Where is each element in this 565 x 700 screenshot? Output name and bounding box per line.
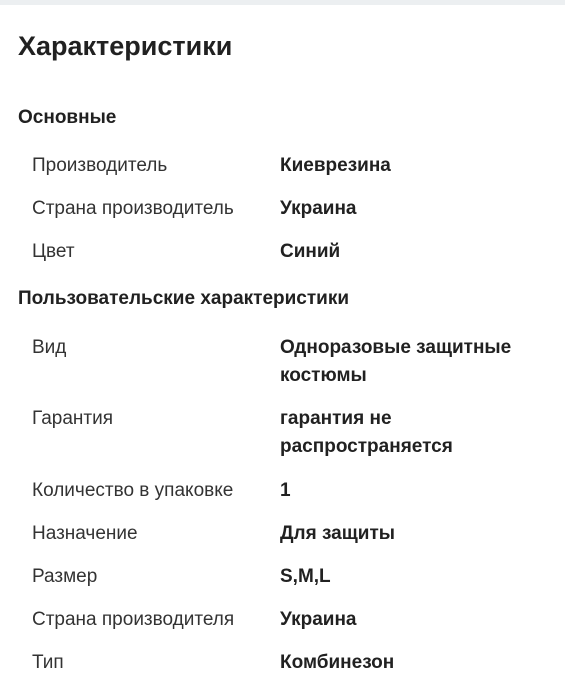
section-title-custom: Пользовательские характеристики	[18, 288, 350, 309]
spec-value: Синий	[280, 241, 341, 262]
spec-label: Размер	[32, 566, 98, 587]
spec-label: Гарантия	[32, 408, 114, 429]
spec-label: Страна производитель	[32, 198, 234, 219]
page-title: Характеристики	[18, 31, 233, 61]
spec-label: Тип	[32, 652, 64, 673]
spec-value: Комбинезон	[280, 652, 395, 673]
spec-label: Вид	[32, 337, 67, 358]
spec-label: Производитель	[32, 155, 168, 176]
spec-label: Страна производителя	[32, 609, 235, 630]
top-divider	[0, 0, 565, 5]
spec-value: S,M,L	[280, 566, 331, 587]
spec-value: Украина	[280, 609, 357, 630]
spec-value: Одноразовые защитные костюмы	[280, 337, 512, 386]
spec-value: Для защиты	[280, 523, 395, 544]
spec-label: Цвет	[32, 241, 75, 262]
spec-value: гарантия не распространяется	[280, 408, 453, 457]
spec-value: Украина	[280, 198, 357, 219]
section-title-basic: Основные	[18, 107, 117, 128]
spec-value: Киеврезина	[280, 155, 391, 176]
spec-value: 1	[280, 480, 291, 501]
spec-label: Назначение	[32, 523, 138, 544]
spec-label: Количество в упаковке	[32, 480, 234, 501]
